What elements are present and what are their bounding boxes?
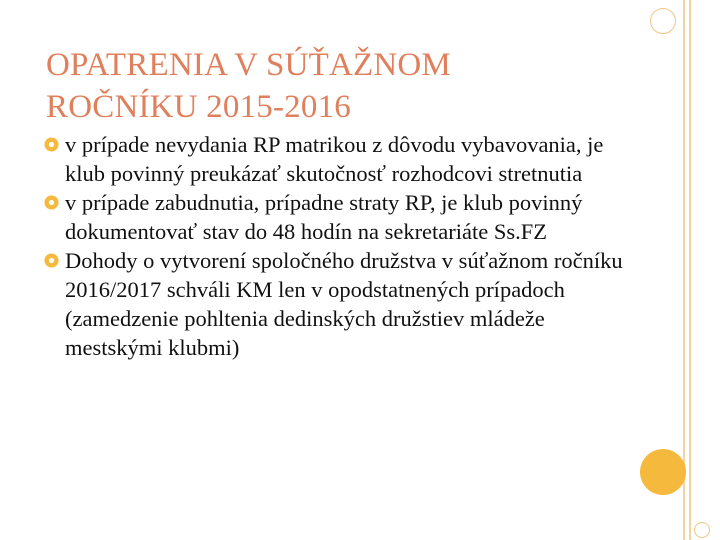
frame-line: [683, 0, 685, 540]
slide-title-line: OPATRENIA V SÚŤAŽNOM: [46, 47, 451, 84]
bullet-text: v prípade zabudnutia, prípadne straty RP, je klub povinný dokumentovať stav do 48 hodín na sekretariáte Ss.FZ: [65, 190, 583, 244]
bullet-list: [44, 130, 624, 362]
bullet-item: [44, 246, 624, 362]
slide-title-line: ROČNÍKU 2015-2016: [46, 89, 351, 126]
bullet-item: [44, 130, 624, 188]
decorative-small-circle: [650, 8, 676, 34]
slide-title: [46, 44, 646, 128]
decorative-small-circle: [694, 522, 710, 538]
circle-bullet-icon: [44, 195, 59, 210]
circle-bullet-icon: [44, 253, 59, 268]
bullet-text: v prípade nevydania RP matrikou z dôvodu vybavovania, je klub povinný preukázať skutočnosť rozhodcovi stretnutia: [65, 132, 604, 186]
frame-line: [689, 0, 691, 540]
circle-bullet-icon: [44, 137, 59, 152]
decorative-orange-circle: [640, 449, 686, 495]
bullet-item: [44, 188, 624, 246]
bullet-text: Dohody o vytvorení spoločného družstva v súťažnom ročníku 2016/2017 schváli KM len v opodstatnených prípadoch (zamedzenie pohltenia dedinských družstiev mládeže mestskými klubmi): [65, 248, 623, 360]
